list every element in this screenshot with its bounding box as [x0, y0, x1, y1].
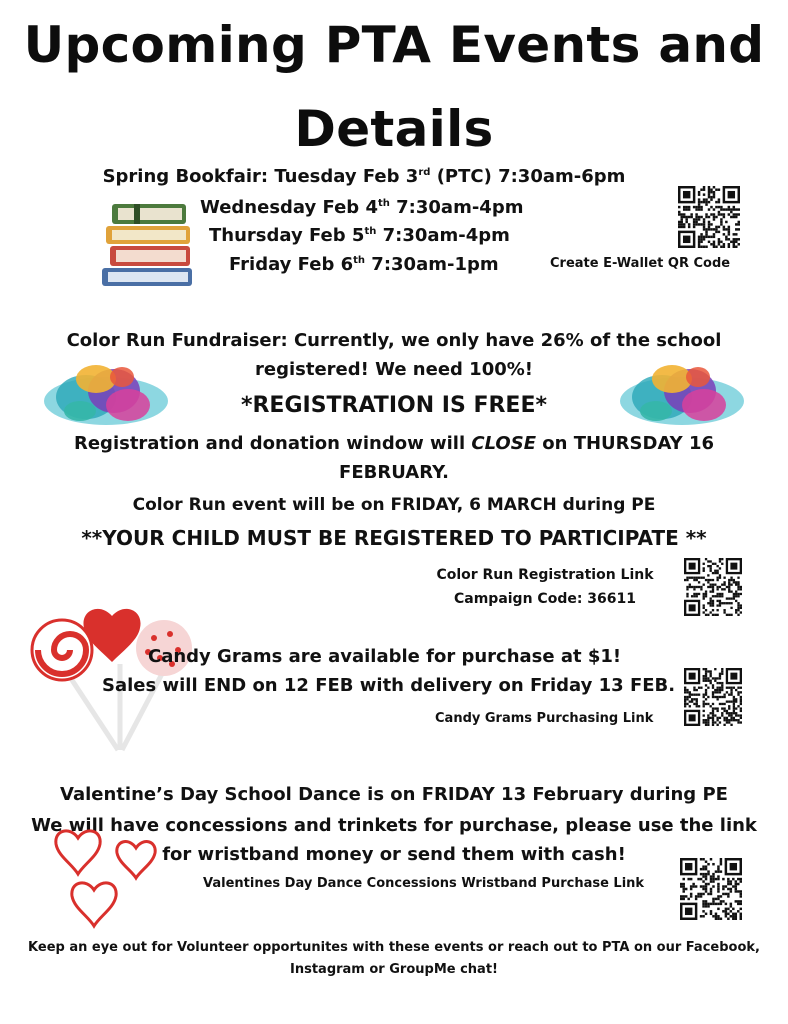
registration-window-line2: FEBRUARY.	[339, 462, 449, 483]
candy-link-label: Candy Grams Purchasing Link	[435, 711, 654, 726]
page-title-line2: Details	[294, 100, 494, 158]
campaign-code: Campaign Code: 36611	[453, 591, 637, 607]
bookfair-line-wednesday: Wednesday Feb 4th 7:30am-4pm	[200, 197, 524, 218]
footer-volunteer-line1: Keep an eye out for Volunteer opportunites with these events or reach out to PTA on our Facebook,	[28, 940, 760, 955]
color-run-line2: registered! We need 100%!	[255, 359, 533, 380]
candy-qr-code[interactable]	[684, 668, 742, 730]
color-run-event-date: Color Run event will be on FRIDAY, 6 MARCH during PE	[132, 495, 656, 515]
color-run-link-label: Color Run Registration Link	[436, 567, 654, 583]
bookfair-line-friday: Friday Feb 6th 7:30am-1pm	[229, 254, 499, 275]
ewallet-qr-caption: Create E-Wallet QR Code	[550, 256, 731, 271]
color-run-qr-code[interactable]	[684, 558, 742, 620]
dance-wristband-note: for wristband money or send them with cash!	[162, 844, 626, 865]
books-icon	[100, 198, 196, 290]
ewallet-qr-code[interactable]	[678, 186, 740, 252]
hearts-icon	[52, 826, 162, 930]
dance-date: Valentine’s Day School Dance is on FRIDAY 13 February during PE	[60, 784, 728, 805]
candy-grams-price: Candy Grams are available for purchase at $1!	[148, 646, 622, 667]
dance-concessions: We will have concessions and trinkets for purchase, please use the link	[31, 815, 757, 836]
candy-grams-sales-end: Sales will END on 12 FEB with delivery on Friday 13 FEB.	[102, 675, 676, 696]
page-title: Upcoming PTA Events and	[23, 16, 765, 74]
must-register-notice: **YOUR CHILD MUST BE REGISTERED TO PARTICIPATE **	[81, 526, 707, 550]
registration-window-line1: Registration and donation window will CLOSE on THURSDAY 16	[73, 433, 714, 454]
footer-volunteer-line2: Instagram or GroupMe chat!	[290, 962, 498, 977]
dance-qr-code[interactable]	[680, 858, 742, 924]
bookfair-line-tuesday: Spring Bookfair: Tuesday Feb 3rd (PTC) 7:30am-6pm	[102, 166, 626, 187]
color-run-line1: Color Run Fundraiser: Currently, we only have 26% of the school	[66, 330, 722, 351]
registration-free-heading: *REGISTRATION IS FREE*	[240, 393, 547, 418]
bookfair-line-thursday: Thursday Feb 5th 7:30am-4pm	[209, 225, 510, 246]
dance-link-label: Valentines Day Dance Concessions Wristband Purchase Link	[203, 876, 645, 891]
